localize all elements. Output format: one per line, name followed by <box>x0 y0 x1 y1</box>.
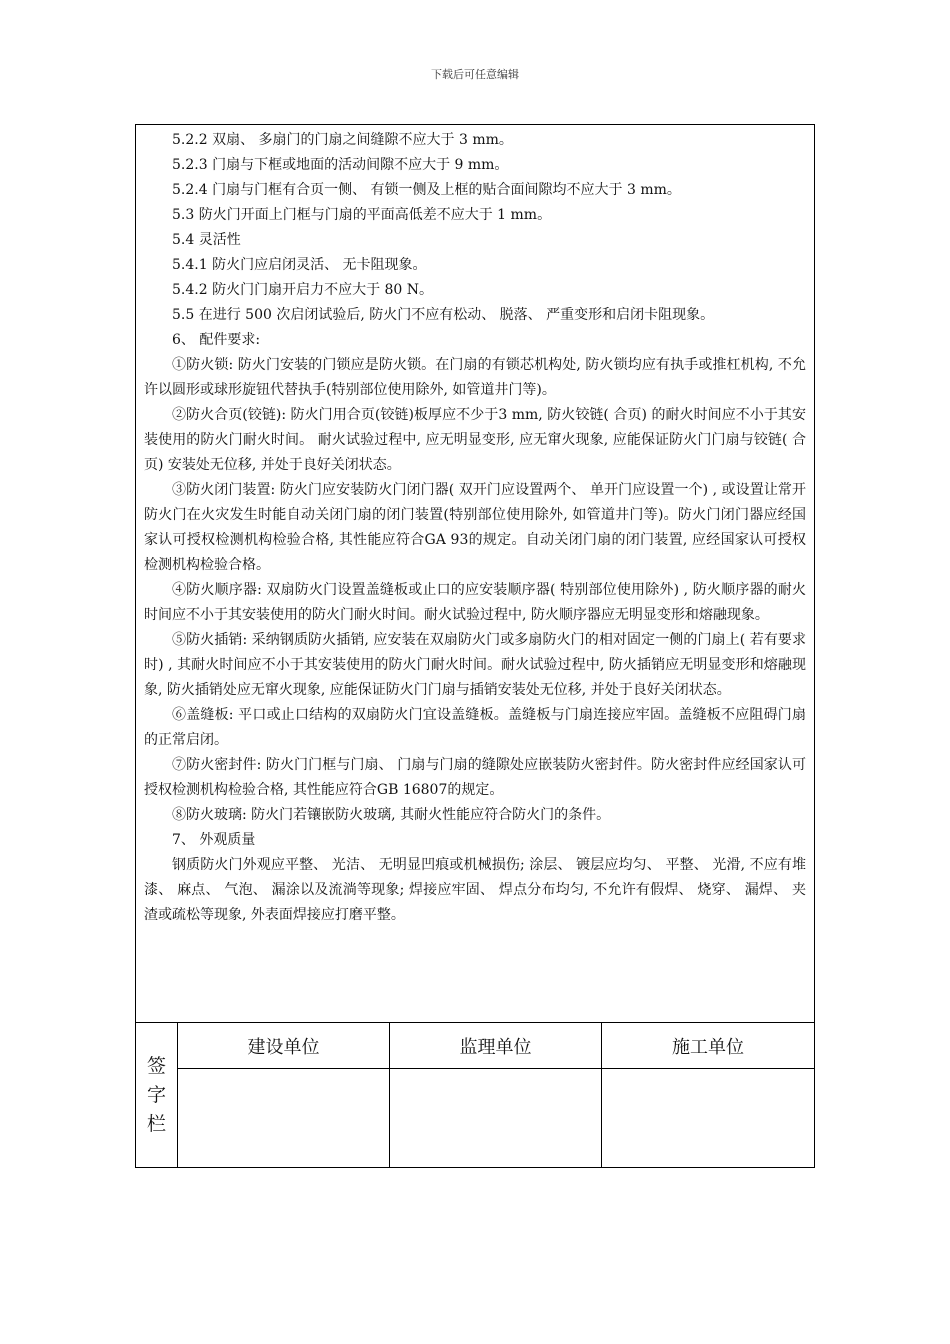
paragraph: ⑥盖缝板: 平口或止口结构的双扇防火门宜设盖缝板。盖缝板与门扇连接应牢固。盖缝板不应阻碍门扇的正常启闭。 <box>144 707 806 748</box>
signature-columns <box>178 1023 814 1167</box>
page-header-note: 下载后可任意编辑 <box>431 68 519 81</box>
paragraph: ⑤防火插销: 采纳钢质防火插销, 应安装在双扇防火门或多扇防火门的相对固定一侧的门扇上( 若有要求时) , 其耐火时间应不小于其安装使用的防火门耐火时间。耐火试验过程中, 防火插销应无明显变形和熔融现象, 防火插销处应无窜火现象, 应能保证防火门门扇与插销安装处无位移, 并处于良好关闭状态。 <box>144 632 806 698</box>
paragraph: ①防火锁: 防火门安装的门锁应是防火锁。在门扇的有锁芯机构处, 防火锁均应有执手或推杠机构, 不允许以圆形或球形旋钮代替执手(特别部位使用除外, 如管道井门等)。 <box>144 357 806 398</box>
paragraph: 5.2.4 门扇与门框有合页一侧、 有锁一侧及上框的贴合面间隙均不应大于 3 mm。 <box>172 182 681 198</box>
signature-label-char: 栏 <box>146 1112 166 1135</box>
signature-field[interactable] <box>390 1069 601 1167</box>
signature-label-char: 字 <box>146 1083 166 1106</box>
signature-column-supervision <box>390 1023 602 1167</box>
paragraph: ②防火合页(铰链): 防火门用合页(铰链)板厚应不少于3 mm, 防火铰链( 合页) 的耐火时间应不小于其安装使用的防火门耐火时间。 耐火试验过程中, 应无明显变形, 应无窜火现象, 应能保证防火门门扇与铰链( 合页) 安装处无位移, 并处于良好关闭状态。 <box>144 407 806 473</box>
column-header: 建设单位 <box>178 1023 389 1069</box>
section-heading: 6、 配件要求: <box>172 332 261 348</box>
paragraph: 5.4.1 防火门应启闭灵活、 无卡阻现象。 <box>172 257 427 273</box>
paragraph: 5.2.2 双扇、 多扇门的门扇之间缝隙不应大于 3 mm。 <box>172 132 513 148</box>
paragraph: ④防火顺序器: 双扇防火门设置盖缝板或止口的应安装顺序器( 特别部位使用除外) , 防火顺序器的耐火时间应不小于其安装使用的防火门耐火时间。耐火试验过程中, 防火顺序器应无明显变形和熔融现象。 <box>144 582 806 623</box>
signature-field[interactable] <box>602 1069 814 1167</box>
signature-label <box>136 1023 178 1167</box>
paragraph: 5.4.2 防火门门扇开启力不应大于 80 N。 <box>172 282 434 298</box>
signature-field[interactable] <box>178 1069 389 1167</box>
spec-content <box>136 125 814 1023</box>
column-header: 施工单位 <box>602 1023 814 1069</box>
section-heading: 7、 外观质量 <box>172 832 256 848</box>
signature-section <box>136 1022 814 1167</box>
signature-column-contractor <box>602 1023 814 1167</box>
paragraph: ⑧防火玻璃: 防火门若镶嵌防火玻璃, 其耐火性能应符合防火门的条件。 <box>172 807 611 823</box>
paragraph: ⑦防火密封件: 防火门门框与门扇、 门扇与门扇的缝隙处应嵌装防火密封件。防火密封件应经国家认可授权检测机构检验合格, 其性能应符合GB 16807的规定。 <box>144 757 806 798</box>
paragraph: 5.4 灵活性 <box>172 232 241 248</box>
signature-label-char: 签 <box>146 1054 166 1077</box>
column-header: 监理单位 <box>390 1023 601 1069</box>
paragraph: 5.2.3 门扇与下框或地面的活动间隙不应大于 9 mm。 <box>172 157 509 173</box>
paragraph: 钢质防火门外观应平整、 光洁、 无明显凹痕或机械损伤; 涂层、 镀层应均匀、 平整、 光滑, 不应有堆漆、 麻点、 气泡、 漏涂以及流淌等现象; 焊接应牢固、 焊点分布均匀, 不允许有假焊、 烧穿、 漏焊、 夹渣或疏松等现象, 外表面焊接应打磨平整。 <box>144 857 806 923</box>
paragraph: 5.5 在进行 500 次启闭试验后, 防火门不应有松动、 脱落、 严重变形和启闭卡阻现象。 <box>172 307 715 323</box>
paragraph: ③防火闭门装置: 防火门应安装防火门闭门器( 双开门应设置两个、 单开门应设置一个) , 或设置让常开防火门在火灾发生时能自动关闭门扇的闭门装置(特别部位使用除外, 如管道井门等)。防火门闭门器应经国家认可授权检测机构检验合格, 其性能应符合GA 93的规定。自动关闭门扇的闭门装置, 应经国家认可授权检测机构检验合格。 <box>144 482 806 573</box>
paragraph: 5.3 防火门开面上门框与门扇的平面高低差不应大于 1 mm。 <box>172 207 552 223</box>
signature-column-construction <box>178 1023 390 1167</box>
document-table <box>135 124 815 1168</box>
